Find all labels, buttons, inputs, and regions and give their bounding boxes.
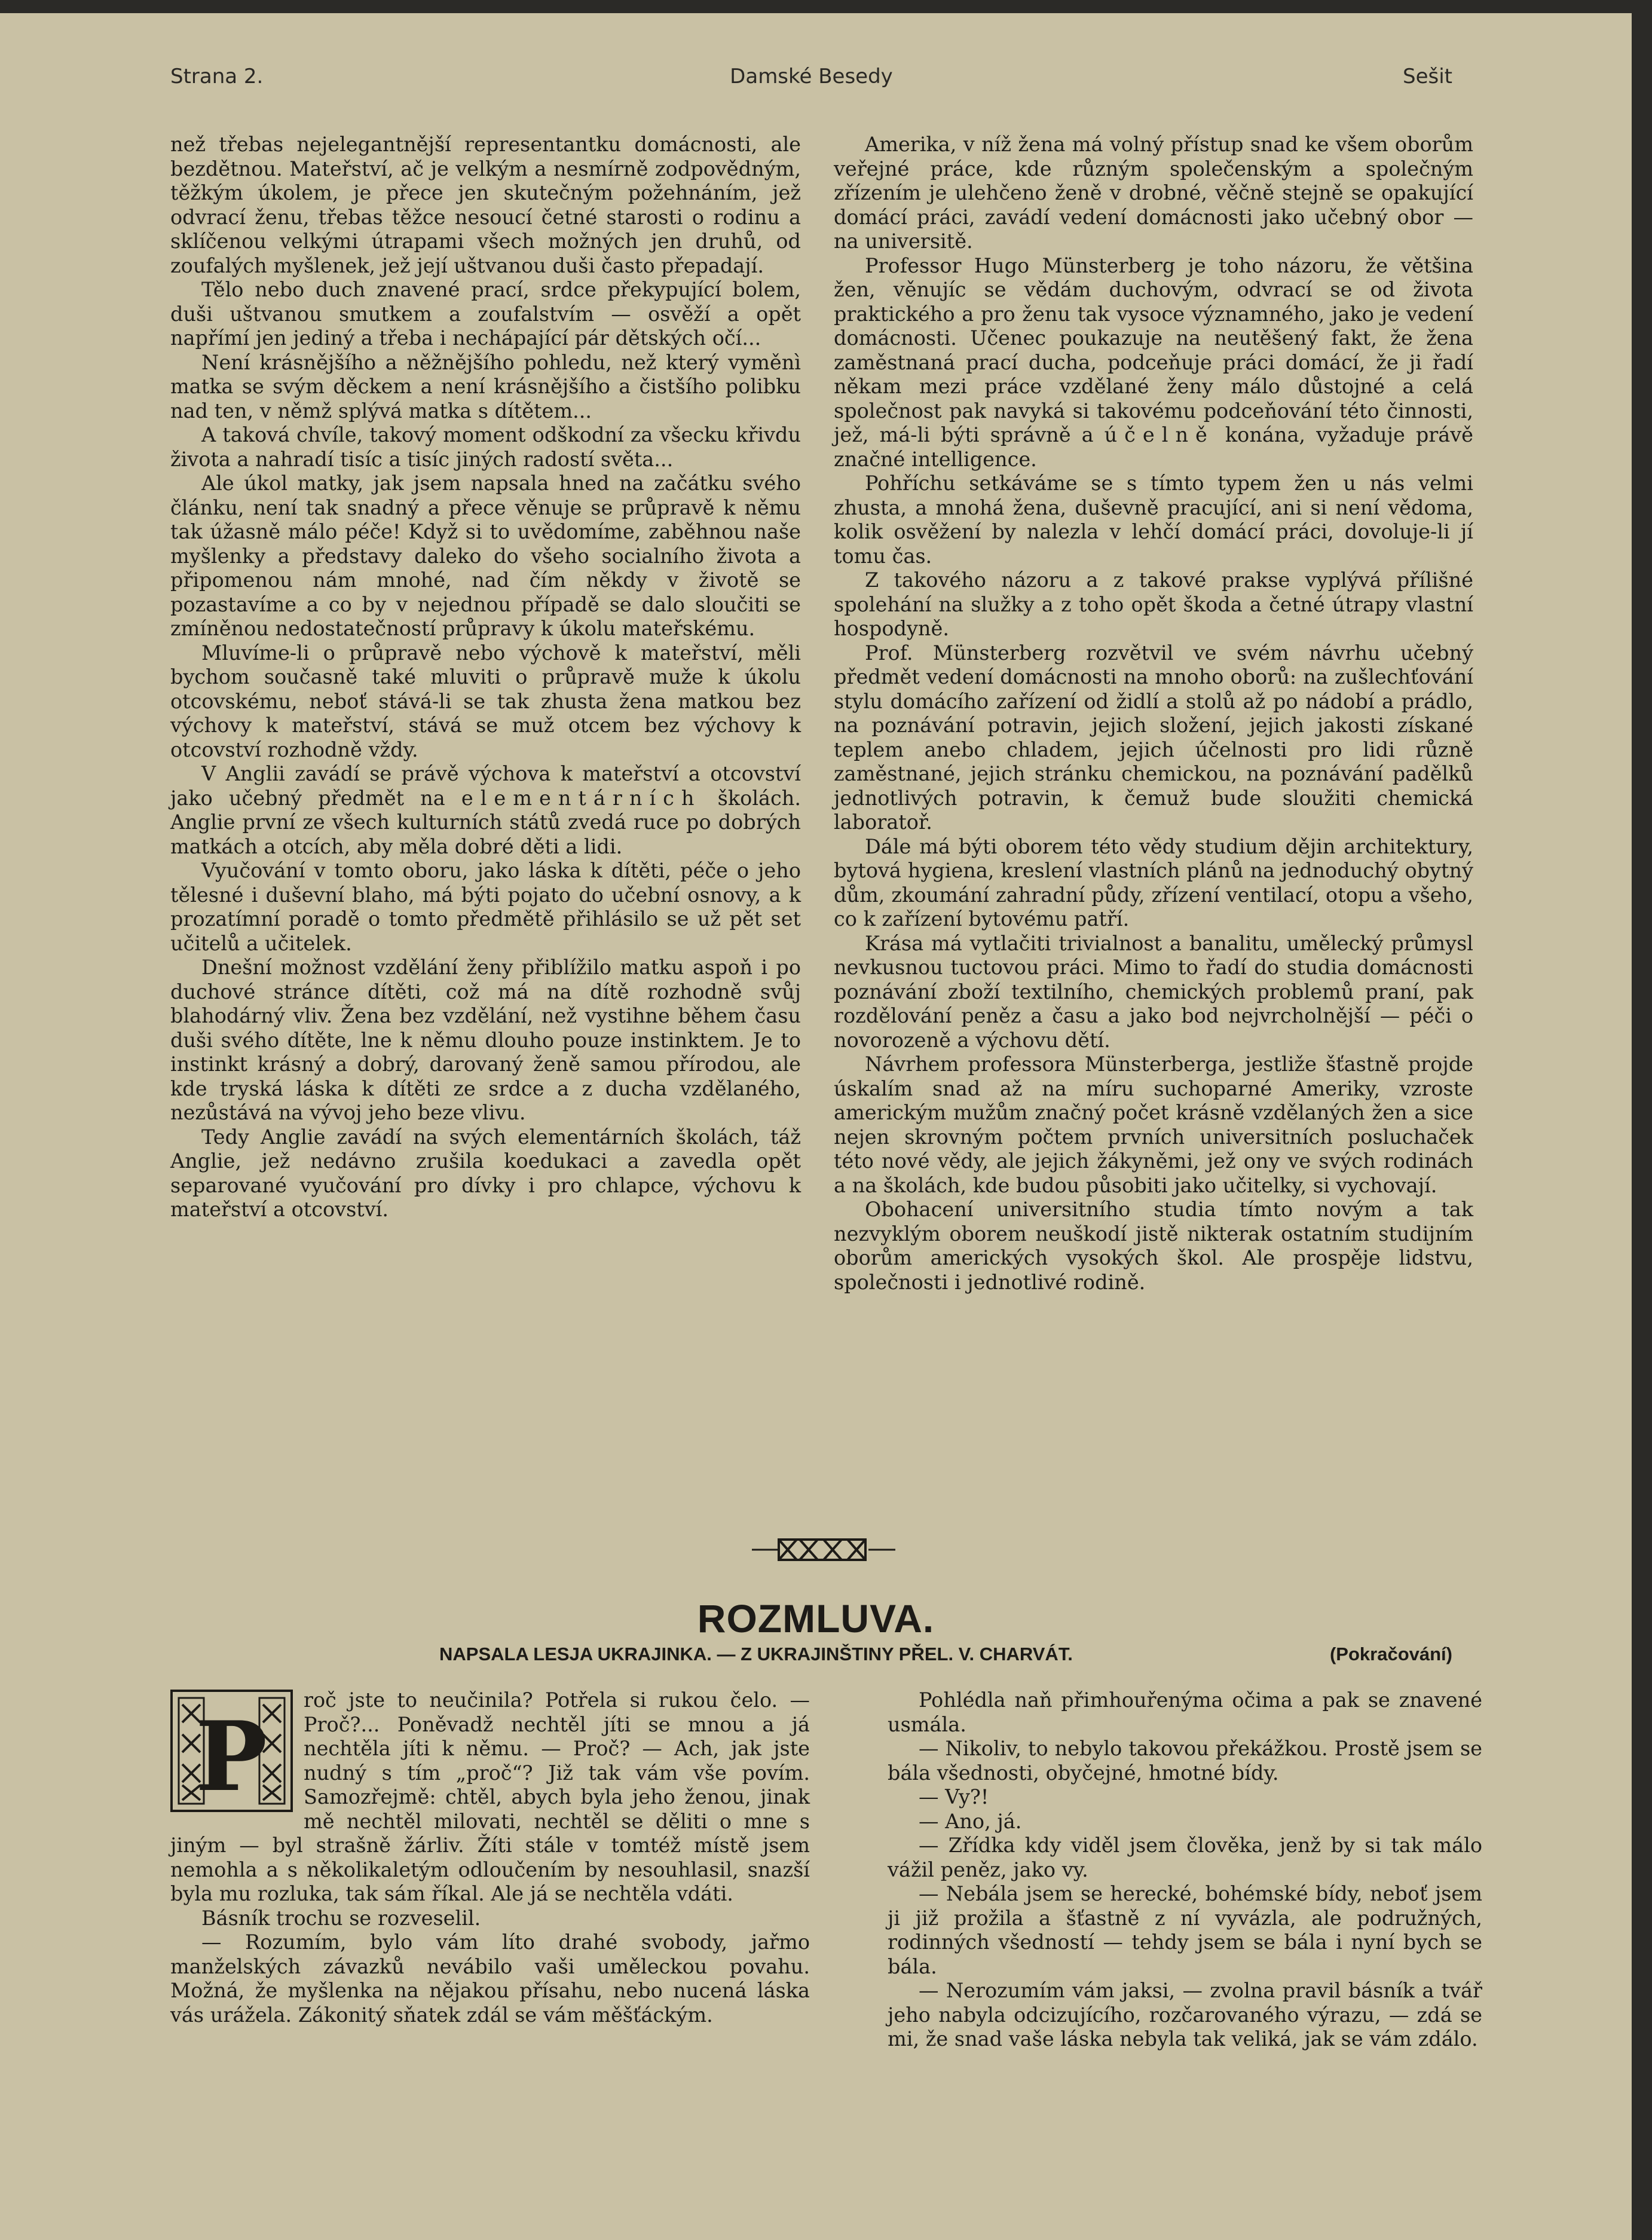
paragraph: — Vy?! xyxy=(919,1785,989,1808)
paragraph: Básník trochu se rozveselil. xyxy=(201,1906,481,1930)
story-column-right xyxy=(888,1688,1482,2052)
paragraph: Amerika, v níž žena má volný přístup snad ke všem oborům veřejné práce, kde různým společenským a společným zřízením je ulehčeno ženě v drobné, věčně stejně se opakující domácí práci, zavádí vedení domácnosti jako učebný obor — na universitě. xyxy=(834,133,1473,253)
paragraph: Dnešní možnost vzdělání ženy přiblížilo matku aspoň i po duchové stránce dítěti, což má na dítě rozhodně svůj blahodárný vliv. Žena bez vzdělání, než vystihne během času duši svého dítěte, lne k němu dlouho pouze instinktem. Je to instinkt krásný a dobrý, darovaný ženě samou přírodou, ale kde tryská láska k dítěti ze srdce a z ducha vzdělaného, nezůstává na vývoj jeho beze vlivu. xyxy=(170,956,801,1124)
article-column-left xyxy=(170,133,801,1222)
paragraph: Obohacení universitního studia tímto novým a tak nezvyklým oborem neuškodí jistě nikterak ostatním studijním oborům amerických vysokých škol. Ale prospěje lidstvu, společnosti i jednotlivé rodině. xyxy=(834,1198,1473,1294)
paragraph: Mluvíme-li o průpravě nebo výchově k mateřství, měli bychom současně také mluviti o průpravě muže k úkolu otcovskému, neboť stává-li se tak zhusta žena matkou bez výchovy k mateřství, stává se muž otcem bez výchovy k otcovství rozhodně vždy. xyxy=(170,641,801,761)
story-byline: NAPSALA LESJA UKRAJINKA. — Z UKRAJINŠTINY PŘEL. V. CHARVÁT. xyxy=(439,1644,1073,1664)
paragraph: — Zřídka kdy viděl jsem člověka, jenž by si tak málo vážil peněz, jako vy. xyxy=(888,1834,1482,1881)
section-divider-ornament xyxy=(752,1535,895,1565)
paragraph: Z takového názoru a z takové prakse vyplývá přílišné spolehání na služky a z toho opět škoda a četné útrapy vlastní hospodyně. xyxy=(834,568,1473,640)
paragraph: — Rozumím, bylo vám líto drahé svobody, jařmo manželských závazků nevábilo vaši uměleckou povahu. Možná, že myšlenka na nějakou přísahu, nebo nucená láska vás urážela. Zákonitý sňatek zdál se vám měšťáckým. xyxy=(170,1930,810,2027)
paragraph: — Nikoliv, to nebylo takovou překážkou. Prostě jsem se bála všednosti, obyčejné, hmotné bídy. xyxy=(888,1737,1482,1785)
paragraph: A taková chvíle, takový moment odškodní za všecku křivdu života a nahradí tisíc a tisíc jiných radostí světa... xyxy=(170,423,801,471)
paragraph: Pohříchu setkáváme se s tímto typem žen u nás velmi zhusta, a mnohá žena, duševně pracující, ani si není vědoma, kolik osvěžení by nalezla v lehčí domácí práci, dovoluje-li jí tomu čas. xyxy=(834,472,1473,568)
spaced-emphasis: elementárních xyxy=(461,786,702,810)
dropcap-letter: P xyxy=(195,1700,268,1812)
paragraph: — Ano, já. xyxy=(919,1809,1022,1833)
paragraph: — Nebála jsem se herecké, bohémské bídy, neboť jsem ji již prožila a šťastně z ní vyvázla, ale podružných, rodinných všedností — tehdy jsem se bála i nyní bych se bála. xyxy=(888,1882,1482,1978)
story-title: ROZMLUVA. xyxy=(697,1596,935,1641)
issue-label: Sešit xyxy=(1403,65,1452,88)
paragraph: — Nerozumím vám jaksi, — zvolna pravil básník a tvář jeho nabyla odcizujícího, rozčarovaného výrazu, — zdá se mi, že snad vaše láska nebyla tak veliká, jak se vám zdálo. xyxy=(888,1979,1482,2051)
story-column-left xyxy=(170,1688,810,2027)
paragraph: Návrhem professora Münsterberga, jestliže šťastně projde úskalím snad až na míru suchoparné Ameriky, vzroste americkým mužům značný počet krásně vzdělaných žen a sice nejen skrovným počtem prvních universitních posluchaček této nové vědy, ale jejich žákyněmi, jež ony ve svých rodinách a na školách, kde budou působiti jako učitelky, si vychovají. xyxy=(834,1052,1473,1197)
paragraph: Dále má býti oborem této vědy studium dějin architektury, bytová hygiena, kreslení vlastních plánů na jednoduchý obytný dům, zkoumání zahradní půdy, zřízení ventilací, otopu a všeho, co k zařízení bytovému patří. xyxy=(834,834,1473,931)
paragraph: Vyučování v tomto oboru, jako láska k dítěti, péče o jeho tělesné i duševní blaho, má býti pojato do učební osnovy, a k prozatímní poradě o tomto předmětě přihlásilo se už pět set učitelů a učitelek. xyxy=(170,859,801,955)
paragraph: Pohlédla naň přimhouřenýma očima a pak se znavené usmála. xyxy=(888,1688,1482,1736)
dropcap-ornament xyxy=(170,1690,293,1812)
paragraph: Prof. Münsterberg rozvětvil ve svém návrhu učebný předmět vedení domácnosti na mnoho oborů: na zušlechťování stylu domácího zařízení od židlí a stolů až po nádobí a prádlo, na poznávání potravin, jejich složení, jejich jakosti získané teplem anebo chladem, jejich účelnosti pro lidi různě zaměstnané, jejich stránku chemickou, na poznávání padělků jednotlivých potravin, k čemuž bude sloužiti chemická laboratoř. xyxy=(834,641,1473,834)
paragraph: Professor Hugo Münsterberg je toho názoru, že většina žen, věnujíc se vědám duchovým, odvrací se od života praktického a pro ženu tak vysoce významného, jako je vedení domácnosti. Učenec poukazuje na neutěšený fakt, že žena zaměstnaná prací ducha, podceňuje práci domácí, že ji řadí někam mezi práce vzdělané ženy málo důstojné a celá společnost pak navyká si takovému podceňování této činnosti, jež, má-li býti správně a účelně konána, vyžaduje právě značné intelligence. xyxy=(834,253,1473,471)
paragraph: P roč jste to neučinila? Potřela si rukou čelo. — Proč?... Poněvadž nechtěl jíti se mnou a já nechtěla jíti k němu. — Proč? — Ach, jak jste nudný s tím „proč“? Již tak vám vše povím. Samozřejmě: chtěl, abych byla jeho ženou, jinak mě nechtěl milovati, nechtěl se děliti o mne s jiným — byl strašně žárliv. Žíti stále v tomtéž místě jsem nemohla a s několikaletým odloučením by nesouhlasil, snazší byla mu rozluka, tak sám říkal. Ale já se nechtěla vdáti. xyxy=(170,1688,810,1905)
article-column-right xyxy=(834,133,1473,1295)
paragraph: Tělo nebo duch znavené prací, srdce překypující bolem, duši uštvanou smutkem a zoufalstvím — osvěží a opět napřímí jen jediný a třeba i nechápající pár dětských očí... xyxy=(170,278,801,350)
paragraph: než třebas nejelegantnější representantku domácnosti, ale bezdětnou. Mateřství, ač je velkým a nesmírně zodpovědným, těžkým úkolem, je přece jen skutečným požehnáním, jež odvrací ženu, třebas těžce nesoucí četné starosti o rodinu a sklíčenou velkými útrapami všech možných jen druhů, od zoufalých myšlenek, jež její uštvanou duši často přepadají. xyxy=(170,133,801,277)
paragraph: Ale úkol matky, jak jsem napsala hned na začátku svého článku, není tak snadný a přece věnuje se průpravě k němu tak úžasně málo péče! Když si to uvědomíme, zaběhnou naše myšlenky a představy daleko do všeho socialního života a připomenou nám mnohé, nad čím někdy v životě se pozastavíme a co by v nejednou případě se dalo sloučiti se zmíněnou nedostatečností průpravy k úkolu mateřskému. xyxy=(170,472,801,640)
paragraph: V Anglii zavádí se právě výchova k mateřství a otcovství jako učebný předmět na elementárních školách. Anglie první ze všech kulturních států zvedá ruce po dobrých matkách a otcích, aby měla dobré děti a lidi. xyxy=(170,762,801,858)
magazine-title: Damské Besedy xyxy=(730,65,893,88)
spaced-emphasis: účelně xyxy=(1104,423,1214,446)
paragraph: Krása má vytlačiti trivialnost a banalitu, umělecký průmysl nevkusnou tuctovou práci. Mimo to řadí do studia domácnosti poznávání zboží textilního, chemických problemů praní, pak rozdělování peněz a času a jako bod nejvrcholnější — péči o novorozeně a výchovu dětí. xyxy=(834,931,1473,1052)
running-header xyxy=(170,65,1452,100)
page-number: Strana 2. xyxy=(170,65,264,88)
paragraph: Tedy Anglie zavádí na svých elementárních školách, táž Anglie, jež nedávno zrušila koedukaci a zavedla opět separované vyučování pro dívky i pro chlapce, výchovu k mateřství a otcovství. xyxy=(170,1125,801,1221)
continued-note: (Pokračování) xyxy=(1329,1644,1452,1664)
paragraph: Není krásnějšího a něžnějšího pohledu, než který vyměnì matka se svým děckem a není krásnějšího a čistšího polibku nad ten, v němž splývá matka s dítětem... xyxy=(170,350,801,423)
